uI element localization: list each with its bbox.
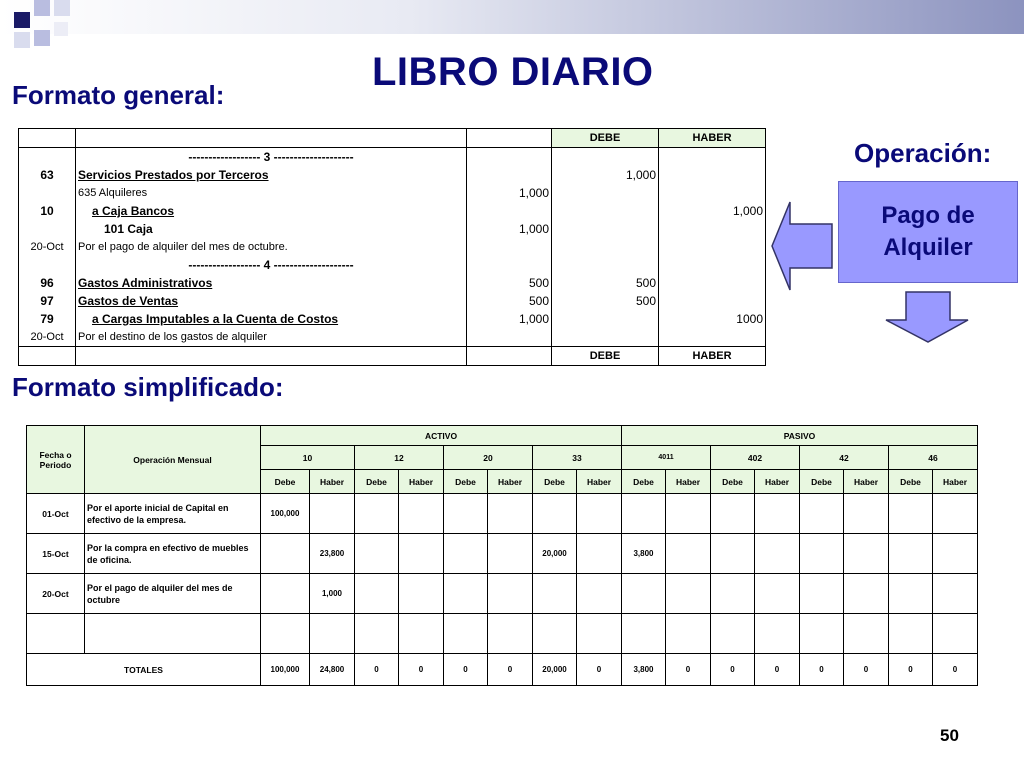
haber-amount: 1,000 (659, 202, 766, 220)
amount-cell: 1,000 (310, 574, 355, 614)
account-name: Servicios Prestados por Terceros (76, 166, 467, 184)
account-header: 12 (355, 446, 444, 470)
account-name: a Caja Bancos (76, 202, 467, 220)
amount-cell (488, 534, 533, 574)
amount-cell (355, 574, 399, 614)
amount-cell (933, 574, 978, 614)
amount-cell (800, 574, 844, 614)
amount-cell (577, 614, 622, 654)
fecha-header: Fecha o Periodo (27, 426, 85, 494)
haber-subheader: Haber (755, 470, 800, 494)
operation-label: Operación: (854, 138, 992, 168)
top-decoration-bar (0, 0, 1024, 34)
subaccount-amount: 1,000 (467, 184, 552, 202)
row-operation: Por el pago de alquiler del mes de octubre (85, 574, 261, 614)
journal-row: 96 Gastos Administrativos 500 500 (19, 274, 766, 292)
journal-row (19, 202, 766, 220)
amount-cell (444, 614, 488, 654)
total-cell: 0 (889, 654, 933, 686)
row-date: 15-Oct (27, 534, 85, 574)
amount-cell (666, 614, 711, 654)
amount-cell (711, 494, 755, 534)
amount-cell (310, 494, 355, 534)
haber-subheader: Haber (577, 470, 622, 494)
amount-cell (844, 534, 889, 574)
operation-box (838, 181, 1018, 283)
amount-cell (261, 614, 310, 654)
amount-cell (533, 494, 577, 534)
amount-cell (933, 494, 978, 534)
amount-cell (355, 534, 399, 574)
arrow-left-icon (770, 200, 834, 292)
row-operation (85, 614, 261, 654)
haber-footer: HABER (659, 347, 766, 366)
amount-cell (844, 614, 889, 654)
pasivo-header: PASIVO (622, 426, 978, 446)
entry-date: 20-Oct (19, 238, 76, 256)
account-code: 96 (19, 274, 76, 292)
debe-header: DEBE (552, 129, 659, 148)
account-header: 42 (800, 446, 889, 470)
totales-row (27, 654, 978, 686)
debe-subheader: Debe (261, 470, 310, 494)
account-header: 33 (533, 446, 622, 470)
haber-subheader: Haber (488, 470, 533, 494)
debe-subheader: Debe (622, 470, 666, 494)
amount-cell (444, 534, 488, 574)
journal-row (19, 184, 766, 202)
account-header: 402 (711, 446, 800, 470)
journal-row (19, 166, 766, 184)
subaccount-amount: 1,000 (467, 220, 552, 238)
amount-cell (711, 534, 755, 574)
account-header: 10 (261, 446, 355, 470)
amount-cell (399, 574, 444, 614)
haber-subheader: Haber (844, 470, 889, 494)
amount-cell (800, 614, 844, 654)
entry-separator: ------------------ 4 -------------------- (76, 256, 467, 274)
decor-square (54, 22, 68, 36)
haber-subheader: Haber (933, 470, 978, 494)
account-name: Gastos Administrativos (76, 274, 467, 292)
decor-square (14, 32, 30, 48)
amount-cell (577, 574, 622, 614)
row-date: 20-Oct (27, 574, 85, 614)
total-cell: 0 (577, 654, 622, 686)
journal-row: 79 a Cargas Imputables a la Cuenta de Costos 1,000 1000 (19, 310, 766, 328)
entry-description: Por el destino de los gastos de alquiler (76, 328, 467, 347)
decor-square (54, 0, 70, 16)
amount-cell (755, 534, 800, 574)
amount-cell (666, 494, 711, 534)
table-row (27, 574, 978, 614)
section-title-simplificado: Formato simplificado: (12, 372, 284, 402)
journal-row (19, 328, 766, 347)
total-cell: 0 (666, 654, 711, 686)
amount-cell (488, 494, 533, 534)
debe-subheader: Debe (800, 470, 844, 494)
total-cell: 0 (800, 654, 844, 686)
amount-cell (933, 534, 978, 574)
amount-cell (444, 574, 488, 614)
journal-row (19, 238, 766, 256)
total-cell: 0 (711, 654, 755, 686)
arrow-down-icon (884, 290, 970, 344)
amount-cell (488, 614, 533, 654)
journal-row (19, 256, 766, 274)
amount-cell (755, 574, 800, 614)
totales-label: TOTALES (27, 654, 261, 686)
activo-header: ACTIVO (261, 426, 622, 446)
subaccount-name: 635 Alquileres (76, 184, 467, 202)
account-header: 46 (889, 446, 978, 470)
haber-subheader: Haber (310, 470, 355, 494)
journal-row: 97 Gastos de Ventas 500 500 (19, 292, 766, 310)
debe-subheader: Debe (711, 470, 755, 494)
total-cell: 0 (444, 654, 488, 686)
debe-subheader: Debe (355, 470, 399, 494)
amount-cell: 23,800 (310, 534, 355, 574)
amount-cell (800, 494, 844, 534)
entry-date: 20-Oct (19, 328, 76, 347)
total-cell: 20,000 (533, 654, 577, 686)
amount-cell (889, 574, 933, 614)
amount-cell (622, 614, 666, 654)
debe-subheader: Debe (889, 470, 933, 494)
debe-subheader: Debe (444, 470, 488, 494)
journal-footer-row (19, 347, 766, 366)
haber-amount: 1000 (659, 310, 766, 328)
account-header: 20 (444, 446, 533, 470)
amount-cell: 100,000 (261, 494, 310, 534)
account-code: 10 (19, 202, 76, 220)
amount-cell (355, 614, 399, 654)
amount-cell (355, 494, 399, 534)
journal-header-row (19, 129, 766, 148)
total-cell: 0 (399, 654, 444, 686)
amount-cell (844, 494, 889, 534)
total-cell: 100,000 (261, 654, 310, 686)
operacion-header: Operación Mensual (85, 426, 261, 494)
amount-cell (444, 494, 488, 534)
amount-cell (488, 574, 533, 614)
decor-square (34, 30, 50, 46)
amount-cell (577, 534, 622, 574)
entry-description: Por el pago de alquiler del mes de octubre. (76, 238, 467, 256)
total-cell: 0 (488, 654, 533, 686)
debe-subheader: Debe (533, 470, 577, 494)
amount-cell: 20,000 (533, 534, 577, 574)
subaccount-name: 101 Caja (76, 220, 467, 238)
total-cell: 0 (755, 654, 800, 686)
amount-cell (622, 494, 666, 534)
page-number: 50 (940, 726, 959, 745)
total-cell: 0 (355, 654, 399, 686)
debe-amount: 500 (552, 292, 659, 310)
amount-cell (399, 494, 444, 534)
amount-cell (755, 494, 800, 534)
debe-amount: 1,000 (552, 166, 659, 184)
amount-cell (310, 614, 355, 654)
haber-header: HABER (659, 129, 766, 148)
amount-cell (889, 534, 933, 574)
account-name: a Cargas Imputables a la Cuenta de Costos (76, 310, 467, 328)
decor-square (14, 12, 30, 28)
account-code: 97 (19, 292, 76, 310)
operation-box-text: Pago de Alquiler (881, 202, 975, 261)
page-title: LIBRO DIARIO (372, 50, 654, 94)
table-row (27, 494, 978, 534)
total-cell: 3,800 (622, 654, 666, 686)
entry-separator: ------------------ 3 -------------------- (76, 148, 467, 167)
row-operation: Por el aporte inicial de Capital en efectivo de la empresa. (85, 494, 261, 534)
amount-cell (889, 614, 933, 654)
table-row (27, 534, 978, 574)
row-date (27, 614, 85, 654)
amount-cell (666, 574, 711, 614)
account-name: Gastos de Ventas (76, 292, 467, 310)
amount-cell (533, 574, 577, 614)
account-code: 63 (19, 166, 76, 184)
amount-cell (622, 574, 666, 614)
row-operation: Por la compra en efectivo de muebles de oficina. (85, 534, 261, 574)
haber-subheader: Haber (399, 470, 444, 494)
section-title-general: Formato general: (12, 80, 225, 110)
amount-cell (399, 614, 444, 654)
amount-cell (711, 614, 755, 654)
amount-cell (533, 614, 577, 654)
debe-amount: 500 (552, 274, 659, 292)
amount-cell (933, 614, 978, 654)
account-header: 4011 (622, 446, 711, 470)
amount-cell (889, 494, 933, 534)
amount-cell (800, 534, 844, 574)
decor-square (34, 0, 50, 16)
row-date: 01-Oct (27, 494, 85, 534)
debe-footer: DEBE (552, 347, 659, 366)
journal-row (19, 148, 766, 167)
amount-cell (577, 494, 622, 534)
total-cell: 0 (933, 654, 978, 686)
amount-cell (844, 574, 889, 614)
amount-cell (261, 534, 310, 574)
amount-cell (711, 574, 755, 614)
amount-cell (666, 534, 711, 574)
total-cell: 0 (844, 654, 889, 686)
amount-cell (261, 574, 310, 614)
account-code: 79 (19, 310, 76, 328)
amount-cell (399, 534, 444, 574)
haber-subheader: Haber (666, 470, 711, 494)
simplified-table (26, 425, 978, 686)
journal-row (19, 220, 766, 238)
amount-cell (755, 614, 800, 654)
table-row (27, 614, 978, 654)
total-cell: 24,800 (310, 654, 355, 686)
journal-table (18, 128, 766, 366)
amount-cell: 3,800 (622, 534, 666, 574)
group-header-row (27, 426, 978, 446)
